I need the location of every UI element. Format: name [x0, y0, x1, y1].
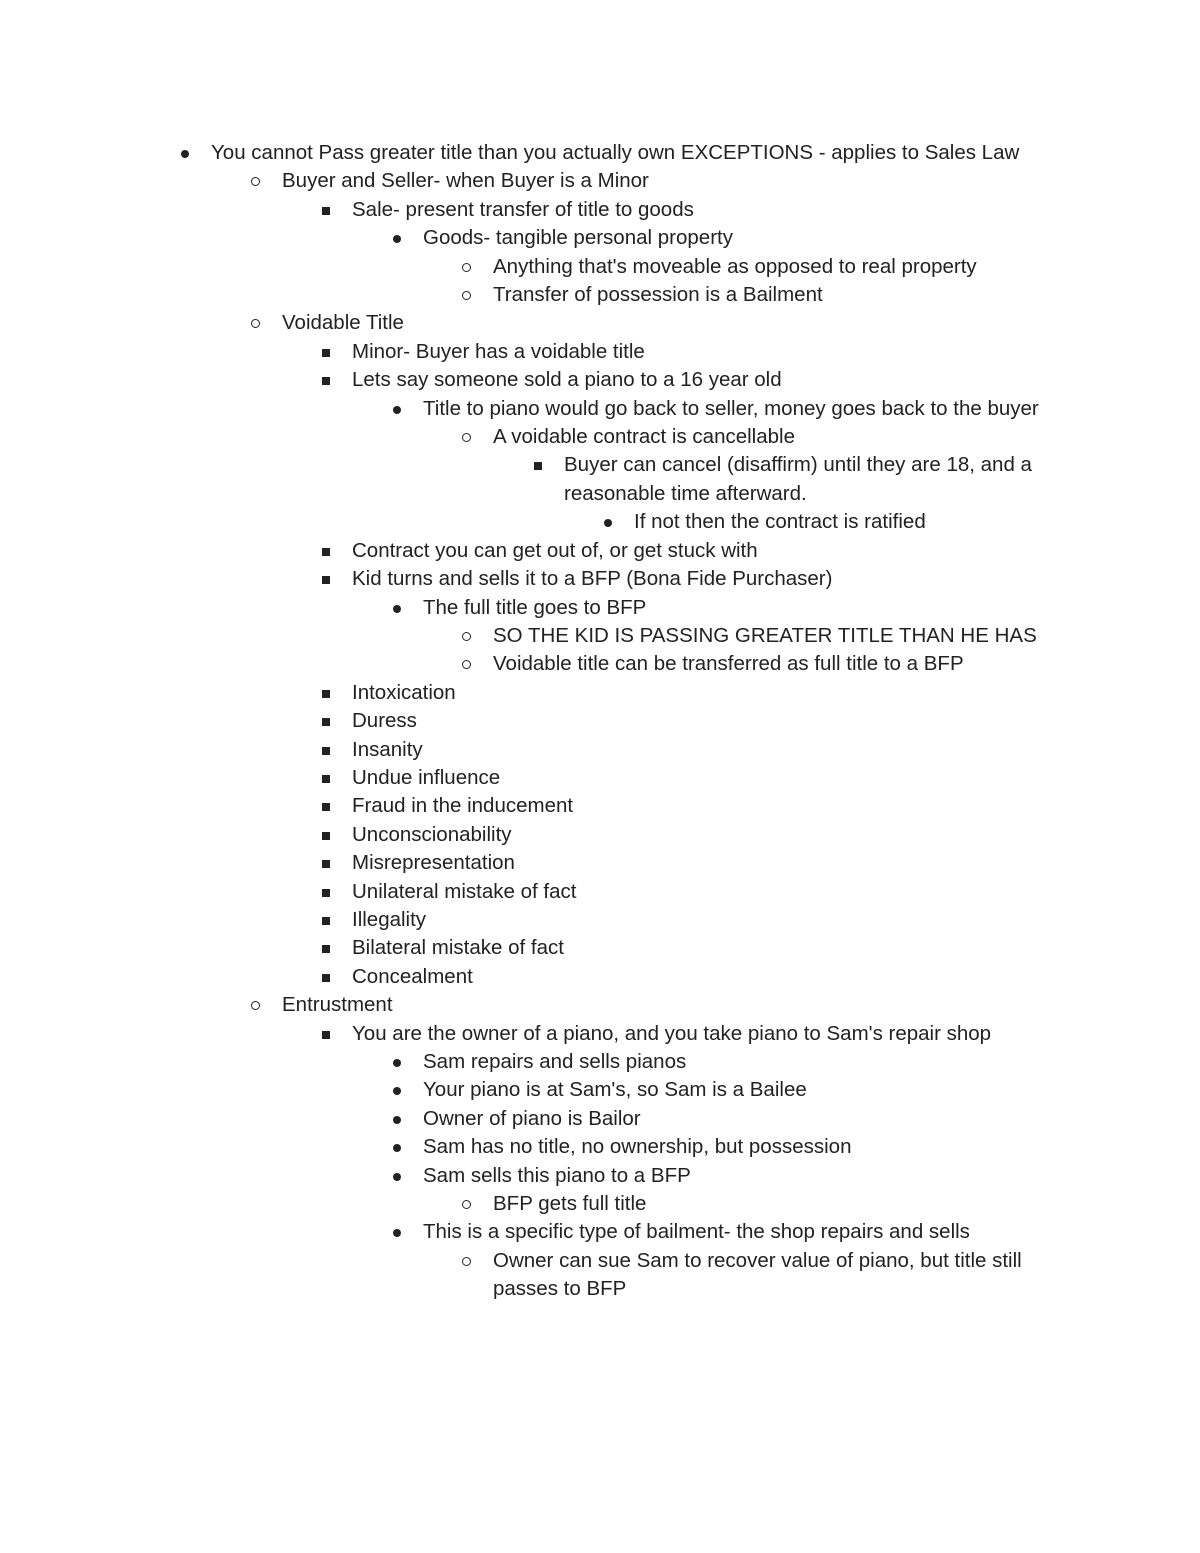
outline-item-text: Buyer can cancel (disaffirm) until they are 18, and a reasonable time afterward. [564, 453, 1032, 505]
outline-item-text: Undue influence [352, 765, 501, 789]
outline-item-text: Contract you can get out of, or get stuck with [352, 538, 758, 562]
square-bullet-icon [528, 451, 548, 479]
outline-item-text: Entrustment [282, 993, 393, 1017]
outline-item [0, 451, 1200, 508]
outline-item-text: Goods- tangible personal property [423, 226, 733, 250]
outline-item [0, 508, 1200, 536]
outline-item [0, 309, 1200, 337]
outline-item [0, 878, 1200, 906]
outline-item-text: Unconscionability [352, 822, 512, 846]
outline-item [0, 196, 1200, 224]
outline-item-text: BFP gets full title [493, 1192, 647, 1216]
square-bullet-icon [316, 736, 336, 764]
disc-bullet-icon [387, 395, 407, 423]
outline-item [0, 821, 1200, 849]
square-bullet-icon [316, 849, 336, 877]
outline-item-text: Lets say someone sold a piano to a 16 year old [352, 368, 782, 392]
outline-item-text: You cannot Pass greater title than you actually own EXCEPTIONS - applies to Sales Law [211, 141, 1020, 164]
outline-item [0, 139, 1200, 167]
outline-item-text: Anything that's moveable as opposed to real property [493, 254, 977, 278]
outline-item-text: Minor- Buyer has a voidable title [352, 339, 645, 363]
outline-item-text: Owner can sue Sam to recover value of piano, but title still passes to BFP [493, 1248, 1022, 1301]
outline-item-text: Buyer and Seller- when Buyer is a Minor [282, 169, 649, 193]
outline-item [0, 1105, 1200, 1133]
square-bullet-icon [316, 196, 336, 224]
disc-bullet-icon [387, 1105, 407, 1133]
square-bullet-icon [316, 878, 336, 906]
outline-item-text: Owner of piano is Bailor [423, 1106, 641, 1130]
disc-bullet-icon [387, 1133, 407, 1161]
square-bullet-icon [316, 1020, 336, 1048]
outline-item-text: Sam repairs and sells pianos [423, 1050, 687, 1073]
outline-item-text: Unilateral mistake of fact [352, 879, 577, 903]
disc-bullet-icon [387, 1076, 407, 1104]
outline-item-text: Concealment [352, 964, 473, 988]
outline-item-text: Duress [352, 709, 417, 733]
outline-item-text: Your piano is at Sam's, so Sam is a Bailee [423, 1078, 807, 1102]
outline-item [0, 395, 1200, 423]
disc-bullet-icon [387, 594, 407, 622]
outline-item [0, 224, 1200, 252]
outline-item [0, 366, 1200, 394]
square-bullet-icon [316, 906, 336, 934]
outline-item-text: Fraud in the inducement [352, 794, 574, 818]
square-bullet-icon [316, 679, 336, 707]
square-bullet-icon [316, 565, 336, 593]
outline-item-text: You are the owner of a piano, and you take piano to Sam's repair shop [352, 1021, 992, 1045]
outline-item [0, 565, 1200, 593]
circle-bullet-icon [457, 423, 477, 451]
circle-bullet-icon [457, 1247, 477, 1275]
circle-bullet-icon [457, 253, 477, 281]
outline-item [0, 1218, 1200, 1246]
square-bullet-icon [316, 707, 336, 735]
outline-item-text: Sam sells this piano to a BFP [423, 1163, 691, 1187]
outline-item-text: Kid turns and sells it to a BFP (Bona Fide Purchaser) [352, 567, 833, 591]
outline-item [0, 707, 1200, 735]
outline-item-text: Insanity [352, 737, 423, 761]
outline-item [0, 338, 1200, 366]
outline-item [0, 934, 1200, 962]
outline-item [0, 1190, 1200, 1218]
circle-bullet-icon [457, 281, 477, 309]
outline-item [0, 281, 1200, 309]
disc-bullet-icon [387, 1162, 407, 1190]
circle-bullet-icon [457, 650, 477, 678]
outline-item [0, 167, 1200, 195]
outline-item [0, 1020, 1200, 1048]
outline-item [0, 1048, 1200, 1076]
square-bullet-icon [316, 366, 336, 394]
outline-item [0, 622, 1200, 650]
square-bullet-icon [316, 963, 336, 991]
outline-item [0, 253, 1200, 281]
square-bullet-icon [316, 338, 336, 366]
circle-bullet-icon [457, 622, 477, 650]
outline-item-text: Illegality [352, 907, 427, 931]
outline-item [0, 1162, 1200, 1190]
square-bullet-icon [316, 764, 336, 792]
disc-bullet-icon [387, 1218, 407, 1246]
circle-bullet-icon [246, 309, 266, 337]
outline-item [0, 423, 1200, 451]
outline-item [0, 1076, 1200, 1104]
outline-item-text: If not then the contract is ratified [634, 510, 926, 534]
outline-item [0, 594, 1200, 622]
outline-item-text: Transfer of possession is a Bailment [493, 283, 823, 307]
outline-item-text: SO THE KID IS PASSING GREATER TITLE THAN HE HAS [493, 623, 1037, 647]
disc-bullet-icon [387, 1048, 407, 1076]
outline-item-text: Voidable Title [282, 311, 404, 335]
outline-item [0, 537, 1200, 565]
disc-bullet-icon [598, 508, 618, 536]
outline-item-text: Misrepresentation [352, 851, 515, 875]
outline-item [0, 792, 1200, 820]
outline-item-text: Sale- present transfer of title to goods [352, 197, 694, 221]
outline-item [0, 1133, 1200, 1161]
disc-bullet-icon [387, 224, 407, 252]
circle-bullet-icon [457, 1190, 477, 1218]
outline-item [0, 906, 1200, 934]
outline-item-text: This is a specific type of bailment- the shop repairs and sells [423, 1220, 970, 1244]
outline-item [0, 991, 1200, 1019]
outline-item-text: The full title goes to BFP [423, 595, 647, 619]
outline-item-text: Voidable title can be transferred as full title to a BFP [493, 652, 964, 676]
square-bullet-icon [316, 934, 336, 962]
outline-item [0, 1247, 1200, 1304]
outline-item [0, 764, 1200, 792]
outline-item-text: Title to piano would go back to seller, money goes back to the buyer [423, 396, 1039, 420]
outline-item [0, 650, 1200, 678]
circle-bullet-icon [246, 991, 266, 1019]
disc-bullet-icon [175, 139, 195, 167]
outline-item-text: A voidable contract is cancellable [493, 425, 795, 449]
bulleted-outline [0, 139, 1200, 1304]
outline-item [0, 963, 1200, 991]
outline-item [0, 736, 1200, 764]
circle-bullet-icon [246, 167, 266, 195]
outline-item-text: Bilateral mistake of fact [352, 936, 564, 960]
square-bullet-icon [316, 537, 336, 565]
square-bullet-icon [316, 821, 336, 849]
outline-item [0, 679, 1200, 707]
outline-item-text: Intoxication [352, 680, 456, 704]
square-bullet-icon [316, 792, 336, 820]
outline-item [0, 849, 1200, 877]
outline-item-text: Sam has no title, no ownership, but possession [423, 1135, 852, 1159]
